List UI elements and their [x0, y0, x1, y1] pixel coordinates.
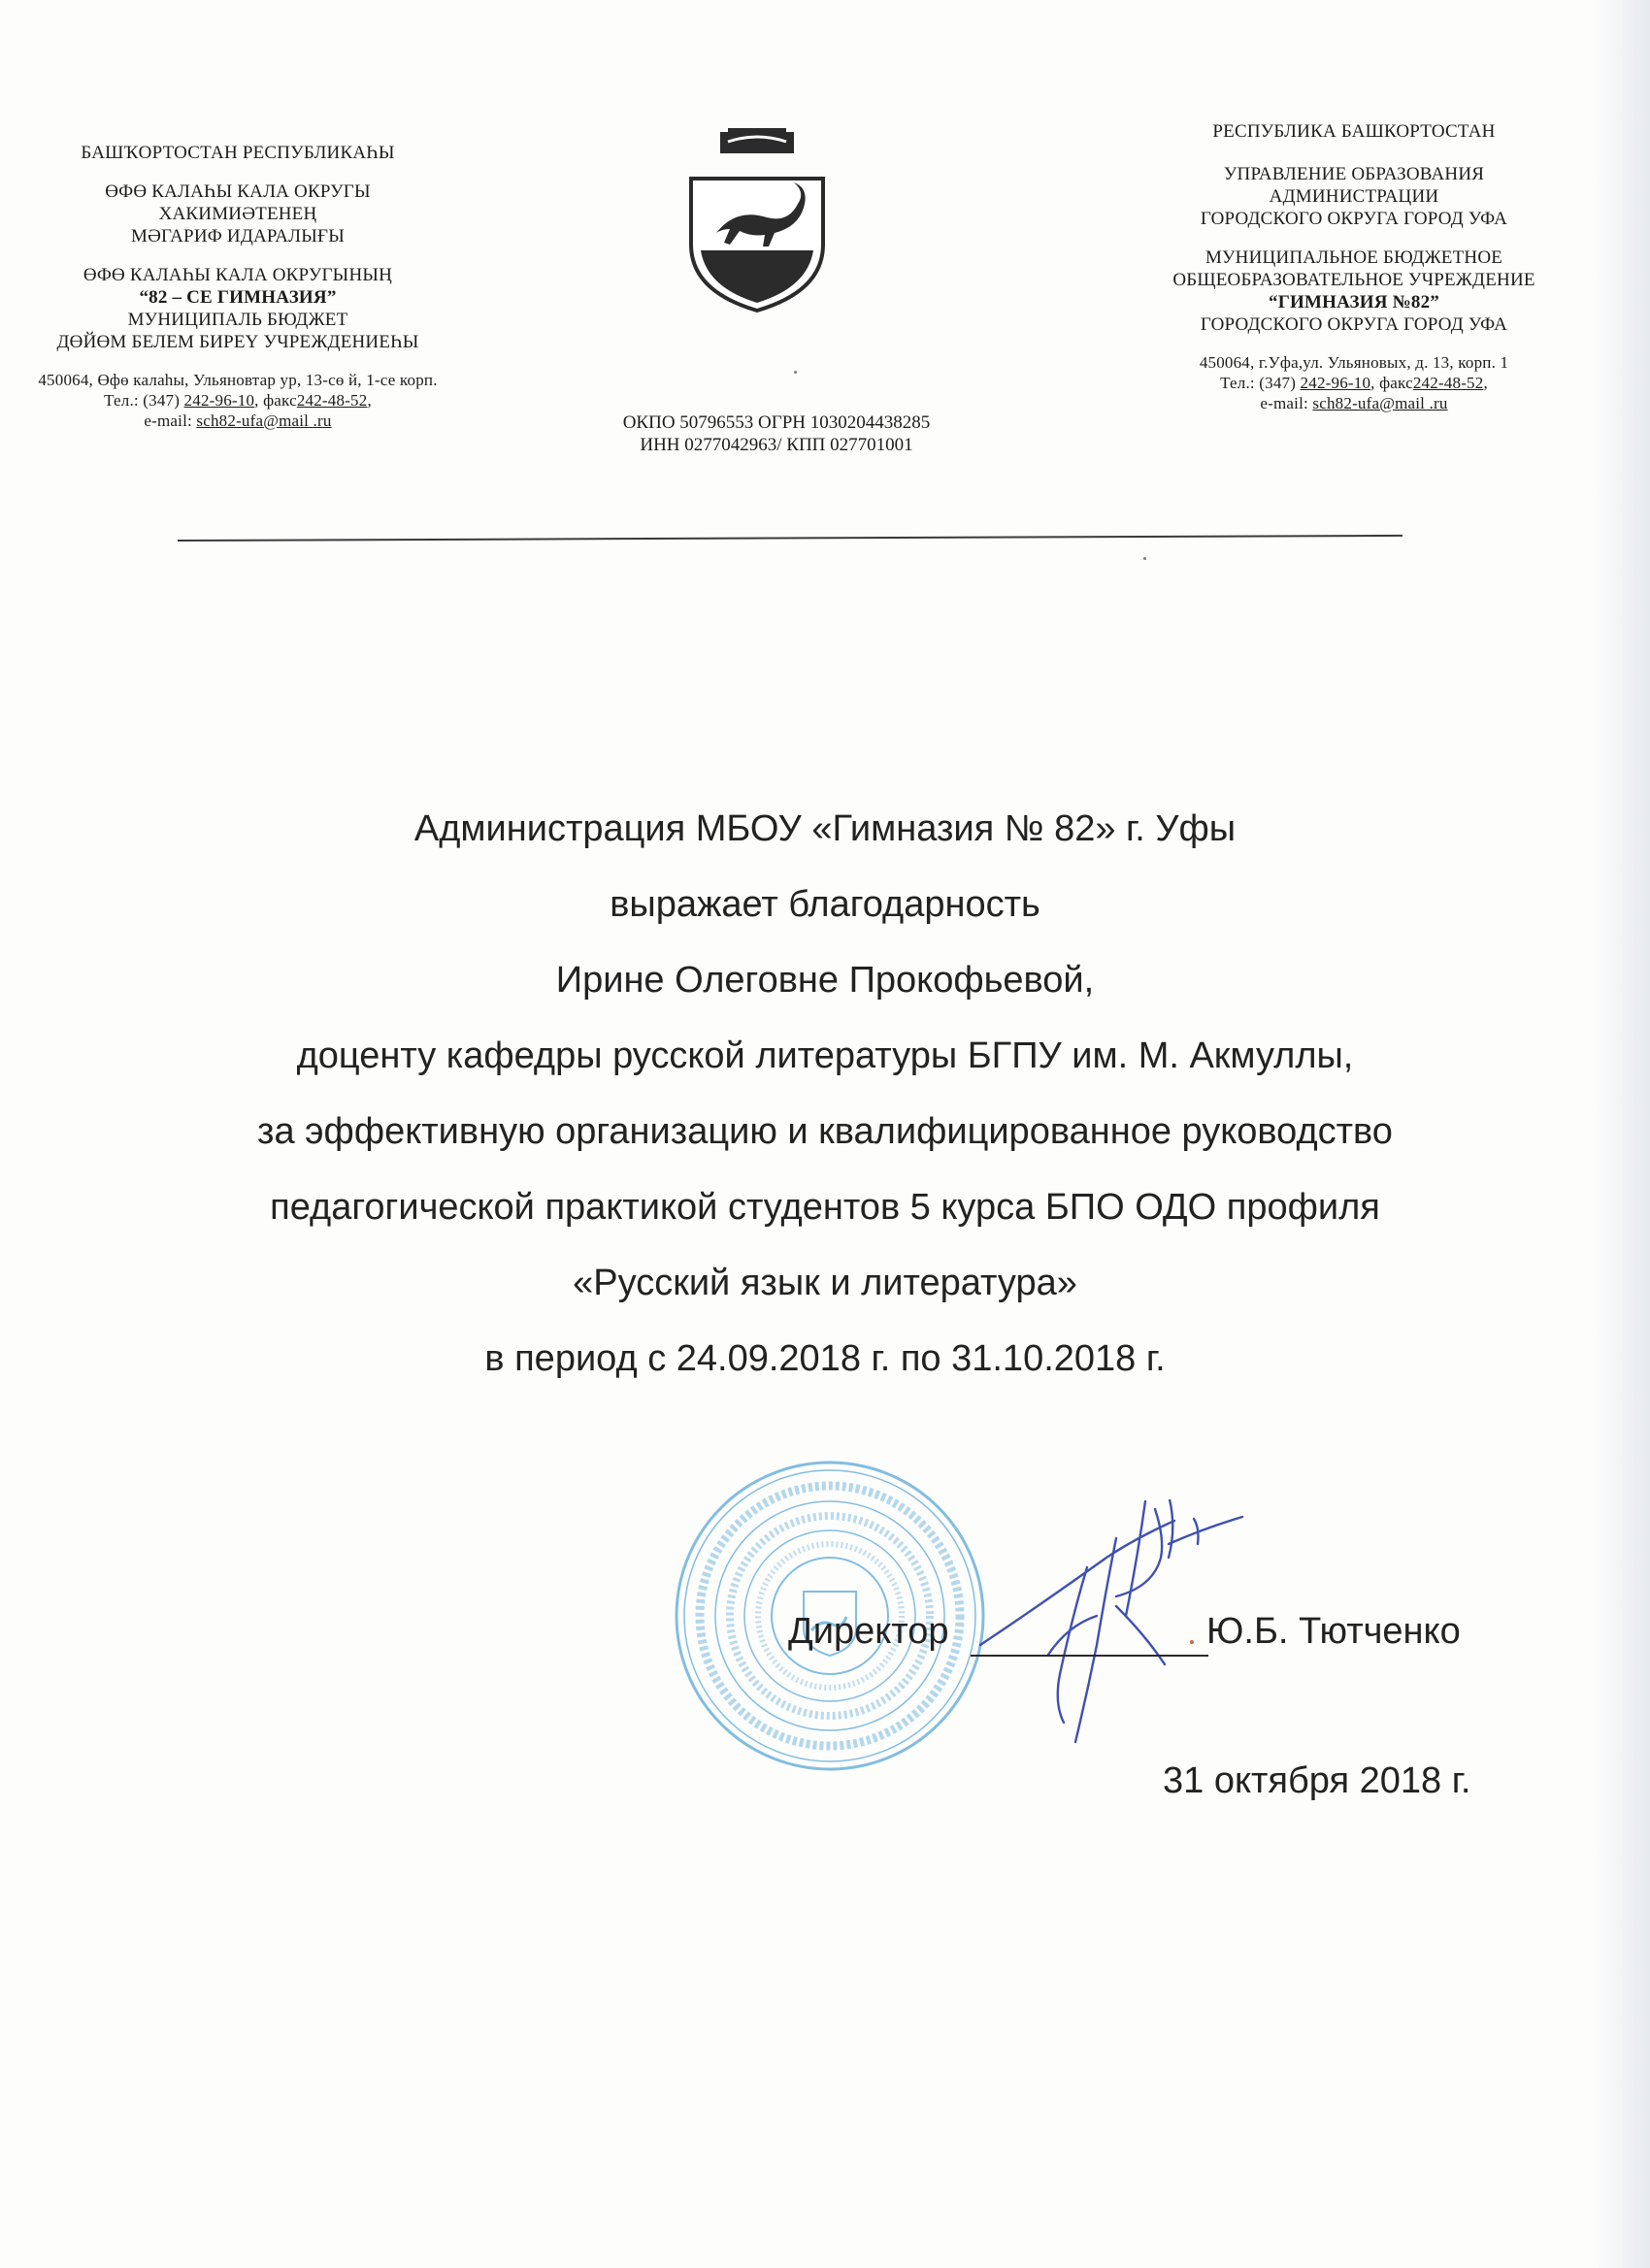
header-right-column [1092, 120, 1616, 413]
right-phone-line [1092, 373, 1616, 393]
left-address: 450064, Өфө калаһы, Ульяновтар ур, 13-сө й, 1-се корп. [38, 371, 438, 389]
right-school-line-4: ГОРОДСКОГО ОКРУГА ГОРОД УФА [1200, 314, 1508, 335]
right-address: 450064, г.Уфа,ул. Ульяновых, д. 13, корп. 1 [1199, 353, 1509, 372]
right-fax-suffix: , [1483, 374, 1488, 392]
body-line-6: педагогической практикой студентов 5 курса БПО ОДО профиля [270, 1187, 1380, 1228]
right-school-line-3: “ГИМНАЗИЯ №82” [1269, 292, 1439, 312]
right-republic: РЕСПУБЛИКА БАШКОРТОСТАН [1212, 121, 1496, 142]
body-line-4: доценту кафедры русской литературы БГПУ им. М. Акмуллы, [296, 1035, 1354, 1076]
right-email-line [1092, 393, 1616, 413]
body-line-1: Администрация МБОУ «Гимназия № 82» г. Уфы [413, 808, 1237, 849]
left-admin-line-3: МӘГАРИФ ИДАРАЛЫҒЫ [131, 226, 345, 247]
body-line-5: за эффективную организацию и квалифицированное руководство [257, 1111, 1393, 1152]
director-title: Директор [788, 1611, 949, 1652]
left-school-line-1: ӨФӨ КАЛАҺЫ КАЛА ОКРУГЫНЫҢ [82, 265, 393, 285]
right-email-prefix: e-mail: [1260, 394, 1313, 412]
left-school-line-4: ДӨЙӨМ БЕЛЕМ БИРЕҮ УЧРЕЖДЕНИЕҺЫ [56, 332, 419, 352]
header-center-codes [563, 411, 990, 456]
left-phone-line [0, 390, 476, 411]
scan-speck [794, 371, 797, 374]
left-school-line-3: МУНИЦИПАЛЬ БЮДЖЕТ [127, 310, 348, 330]
right-school-line-1: МУНИЦИПАЛЬНОЕ БЮДЖЕТНОЕ [1204, 247, 1503, 268]
left-fax-suffix: , [367, 391, 372, 410]
right-admin-line-2: АДМИНИСТРАЦИИ [1269, 186, 1439, 207]
letter-date: 31 октября 2018 г. [1163, 1760, 1471, 1801]
right-fax: 242-48-52 [1412, 374, 1484, 392]
left-fax-prefix: , факс [254, 391, 297, 410]
signature-line [971, 1655, 1208, 1657]
scan-speck [1190, 1640, 1194, 1644]
left-fax: 242-48-52 [296, 391, 368, 410]
header-divider-rule [178, 535, 1402, 542]
right-phone: 242-96-10 [1300, 374, 1371, 392]
body-line-7: «Русский язык и литература» [573, 1263, 1077, 1303]
left-phone-prefix: Тел.: (347) [104, 391, 184, 410]
left-republic: БАШҠОРТОСТАН РЕСПУБЛИКАҺЫ [81, 143, 395, 163]
right-admin-line-1: УПРАВЛЕНИЕ ОБРАЗОВАНИЯ [1223, 164, 1485, 184]
codes-line-2: ИНН 0277042963/ КПП 027701001 [640, 435, 913, 455]
scan-speck [1143, 557, 1146, 560]
left-email: sch82-ufa@mail .ru [196, 411, 332, 430]
ufa-coat-of-arms-emblem [679, 128, 835, 312]
left-phone: 242-96-10 [183, 391, 255, 410]
body-line-3: Ирине Олеговне Прокофьевой, [555, 960, 1095, 1001]
header-left-column [0, 142, 476, 431]
right-phone-prefix: Тел.: (347) [1220, 374, 1301, 392]
right-admin-line-3: ГОРОДСКОГО ОКРУГА ГОРОД УФА [1200, 209, 1508, 229]
body-line-2: выражает благодарность [610, 884, 1040, 925]
left-school-line-2: “82 – СЕ ГИМНАЗИЯ” [139, 287, 337, 308]
body-line-8: в период с 24.09.2018 г. по 31.10.2018 г. [484, 1338, 1166, 1379]
director-name: Ю.Б. Тютченко [1206, 1611, 1461, 1652]
left-email-prefix: e-mail: [144, 411, 197, 430]
left-admin-line-2: ХАКИМИӘТЕНЕҢ [158, 204, 317, 224]
codes-line-1: ОКПО 50796553 ОГРН 1030204438285 [622, 412, 931, 433]
right-school-line-2: ОБЩЕОБРАЗОВАТЕЛЬНОЕ УЧРЕЖДЕНИЕ [1172, 270, 1535, 290]
right-email: sch82-ufa@mail .ru [1312, 394, 1448, 412]
gratitude-text [136, 791, 1514, 1397]
left-admin-line-1: ӨФӨ КАЛАҺЫ КАЛА ОКРУГЫ [105, 181, 371, 202]
right-fax-prefix: , факс [1370, 374, 1413, 392]
left-email-line [0, 411, 476, 431]
